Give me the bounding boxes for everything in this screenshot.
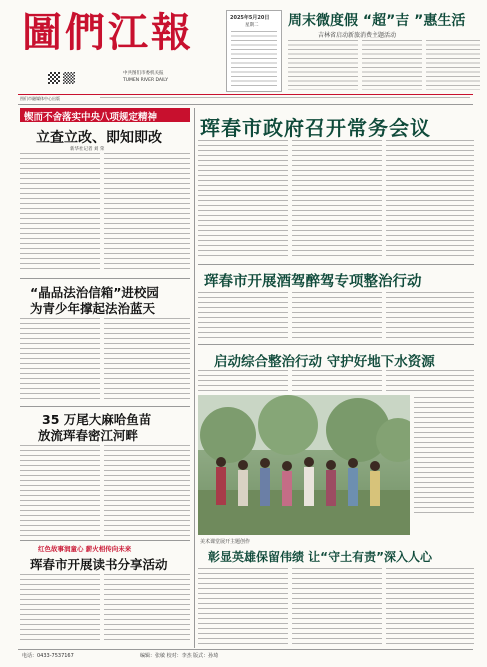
masthead-title: 圖們江報 <box>22 9 194 56</box>
photo-illustration <box>198 395 410 535</box>
left-headline-1: 立查立改、即知即改 <box>36 130 162 146</box>
left-headline-2a: “晶品法治信箱”进校园 <box>30 285 159 300</box>
masthead-sub: 中共图们市委机关报 <box>123 71 164 76</box>
right-subline: 吉林省启动新旅消费主题活动 <box>318 32 397 39</box>
banner-label: 锲而不舍落实中央八项规定精神 <box>24 112 158 123</box>
left-headline-3b: 放流珲春密江河畔 <box>38 428 139 443</box>
masthead-pinyin: TUMEN RIVER DAILY <box>123 78 168 83</box>
contact-strip: 图们市融媒体中心出版 <box>20 96 60 101</box>
qr-code-group <box>48 72 82 86</box>
footer-phone: 电话：0433-7537167 <box>22 653 74 659</box>
main-headline-top: 珲春市政府召开常务会议 <box>200 116 431 140</box>
banner <box>20 108 190 122</box>
main-headline-mid: 珲春市开展酒驾醉驾专项整治行动 <box>204 274 422 290</box>
left-kicker-4: 红色故事润童心 薪火相传向未来 <box>38 545 132 553</box>
date-box <box>226 10 282 92</box>
left-byline-1: 新华社记者 刘 荣 <box>70 147 105 152</box>
weekday: 星期二 <box>245 23 259 28</box>
masthead-logo <box>22 8 222 66</box>
main-photo <box>198 395 410 535</box>
main-headline-bottom: 彰显英雄保留伟绩 让“守土有责”深入人心 <box>208 550 432 564</box>
footer-notes: 编辑：张敏 校对：李杰 版式：孙琦 <box>140 653 219 659</box>
left-headline-3a: 35 万尾大麻哈鱼苗 <box>42 412 152 427</box>
main-headline-low: 启动综合整治行动 守护好地下水资源 <box>214 354 435 370</box>
date-line: 2025年5月20日 <box>230 15 270 21</box>
photo-caption: 美术课堂展开主题创作 <box>200 539 251 545</box>
left-headline-2b: 为青少年撑起法治蓝天 <box>30 301 156 316</box>
left-headline-4: 珲春市开展读书分享活动 <box>30 557 168 572</box>
right-headline: 周末微度假 “超”吉 ”惠生活 <box>288 13 466 29</box>
